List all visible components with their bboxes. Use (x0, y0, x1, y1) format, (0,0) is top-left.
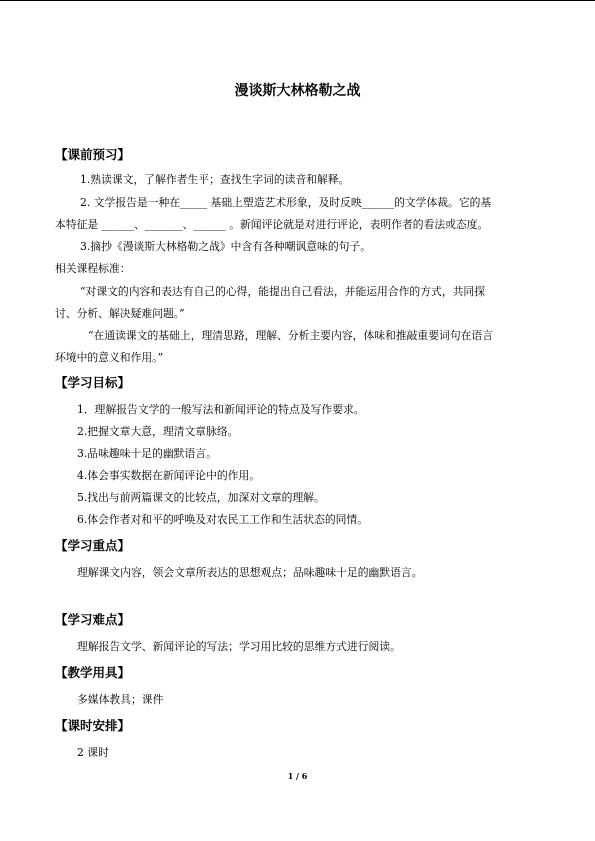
schedule-heading: 【课时安排】 (55, 718, 131, 733)
key-points-text: 理解课文内容，领会文章所表达的思想观点；品味趣味十足的幽默语言。 (77, 566, 423, 579)
difficulties-heading: 【学习难点】 (55, 612, 131, 627)
schedule-text: 2 课时 (77, 746, 109, 759)
objective-item-2: 2.把握文章大意，理清文章脉络。 (77, 425, 239, 438)
preview-heading: 【课前预习】 (55, 147, 131, 162)
preview-item-1: 1.熟读课文，了解作者生平；查找生字词的读音和解释。 (80, 173, 350, 186)
objective-item-3: 3.品味趣味十足的幽默语言。 (77, 447, 217, 460)
standards-quote-2-line-1: “在通读课文的基础上，理清思路，理解、分析主要内容，体味和推敲重要词句在语言 (88, 329, 494, 342)
standards-quote-2-line-2: 环境中的意义和作用。” (55, 351, 164, 364)
objective-item-1: 1．理解报告文学的一般写法和新闻评论的特点及写作要求。 (77, 403, 365, 416)
standards-label: 相关课程标准： (55, 262, 131, 275)
objective-item-6: 6.体会作者对和平的呼唤及对农民工工作和生活状态的同情。 (77, 513, 369, 526)
document-title: 漫谈斯大林格勒之战 (234, 83, 361, 99)
standards-quote-1-line-2: 讨、分析、解决疑难问题。” (55, 307, 185, 320)
page-number: 1 / 6 (287, 771, 308, 781)
tools-heading: 【教学用具】 (55, 665, 131, 680)
preview-item-2-line-2: 本特征是 ______、_______、______ 。新闻评论就是对进行评论，表明作者的看法或态度。 (55, 218, 489, 231)
difficulties-text: 理解报告文学、新闻评论的写法；学习用比较的思维方式进行阅读。 (77, 640, 401, 653)
objective-item-5: 5.找出与前两篇课文的比较点，加深对文章的理解。 (77, 491, 325, 504)
key-points-heading: 【学习重点】 (55, 538, 131, 553)
objectives-heading: 【学习目标】 (55, 375, 131, 390)
standards-quote-1-line-1: “对课文的内容和表达有自己的心得，能提出自己看法，并能运用合作的方式，共同探 (80, 285, 486, 298)
preview-item-2-line-1: 2. 文学报告是一种在_____ 基础上塑造艺术形象，及时反映______的文学体裁。它的基 (80, 196, 492, 209)
objective-item-4: 4.体会事实数据在新闻评论中的作用。 (77, 469, 261, 482)
tools-text: 多媒体教具；课件 (77, 693, 164, 706)
top-border-line (0, 0, 595, 1)
preview-item-3: 3.摘抄《漫谈斯大林格勒之战》中含有各种嘲讽意味的句子。 (80, 240, 372, 253)
